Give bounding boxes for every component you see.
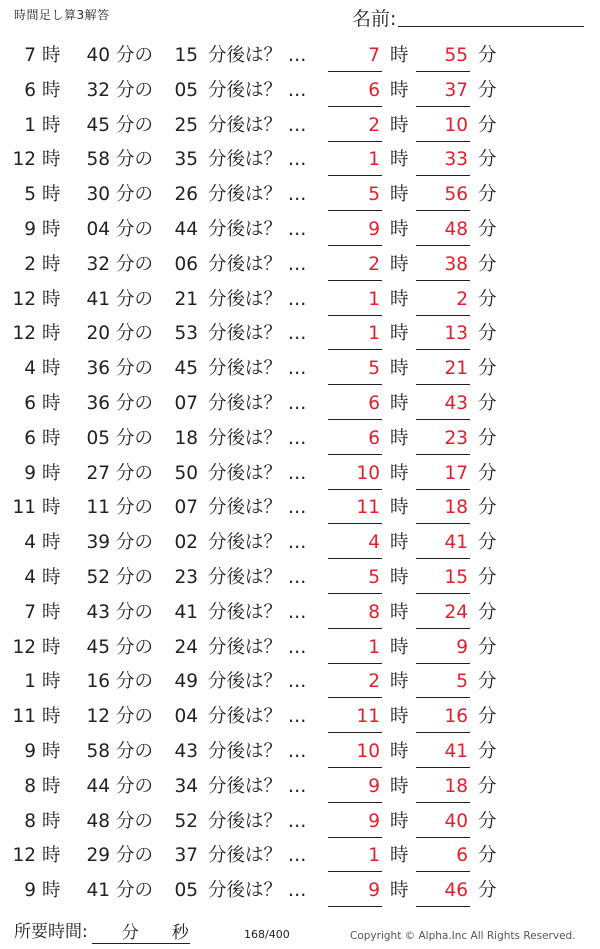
added-minutes: 41	[174, 601, 198, 623]
start-minute: 05	[86, 427, 110, 449]
start-minute: 32	[86, 79, 110, 101]
answer-hour[interactable]: 6	[328, 74, 382, 107]
problem-row	[0, 631, 600, 666]
answer-hour[interactable]: 6	[328, 387, 382, 420]
answer-hour-unit: 時	[390, 149, 409, 171]
after-question-label: 分後は？ …	[208, 45, 307, 66]
answer-minute[interactable]: 24	[416, 596, 470, 629]
answer-hour[interactable]: 9	[328, 874, 382, 907]
minute-of-label: 分の	[116, 740, 154, 762]
hour-unit: 時	[42, 79, 61, 101]
added-minutes: 02	[174, 532, 198, 554]
answer-minute[interactable]: 15	[416, 561, 470, 594]
answer-minute[interactable]: 5	[416, 665, 470, 698]
start-minute: 20	[86, 323, 110, 345]
minute-of-label: 分の	[116, 427, 154, 449]
problem-row	[0, 109, 600, 144]
problem-row	[0, 665, 600, 700]
after-question-label: 分後は？ …	[208, 740, 307, 762]
hour-unit: 時	[42, 114, 61, 136]
hour-unit: 時	[42, 184, 61, 206]
answer-hour[interactable]: 11	[328, 491, 382, 524]
elapsed-time	[14, 920, 190, 944]
minute-of-label: 分の	[116, 45, 154, 66]
answer-hour-unit: 時	[390, 532, 409, 554]
hour-unit: 時	[42, 45, 61, 66]
answer-hour[interactable]: 5	[328, 352, 382, 385]
added-minutes: 15	[174, 45, 198, 66]
problem-row	[0, 317, 600, 352]
after-question-label: 分後は？ …	[208, 810, 307, 832]
hour-unit: 時	[42, 392, 61, 414]
answer-minute[interactable]: 16	[416, 700, 470, 733]
answer-hour[interactable]: 2	[328, 109, 382, 142]
added-minutes: 05	[174, 880, 198, 902]
start-hour: 12	[12, 149, 36, 171]
hour-unit: 時	[42, 532, 61, 554]
answer-hour[interactable]: 2	[328, 665, 382, 698]
answer-hour[interactable]: 9	[328, 770, 382, 803]
problem-row	[0, 805, 600, 840]
after-question-label: 分後は？ …	[208, 671, 307, 693]
start-minute: 45	[86, 114, 110, 136]
start-hour: 9	[24, 218, 36, 240]
problem-row	[0, 735, 600, 770]
hour-unit: 時	[42, 740, 61, 762]
added-minutes: 53	[174, 323, 198, 345]
minute-of-label: 分の	[116, 323, 154, 345]
elapsed-time-field[interactable]	[92, 921, 190, 944]
answer-hour-unit: 時	[390, 740, 409, 762]
answer-hour-unit: 時	[390, 288, 409, 310]
after-question-label: 分後は？ …	[208, 775, 307, 797]
answer-minute[interactable]: 40	[416, 805, 470, 838]
hour-unit: 時	[42, 706, 61, 728]
start-hour: 7	[24, 601, 36, 623]
answer-minute[interactable]: 38	[416, 248, 470, 281]
after-question-label: 分後は？ …	[208, 880, 307, 902]
minute-of-label: 分の	[116, 392, 154, 414]
answer-minute-unit: 分	[478, 740, 497, 762]
answer-minute[interactable]: 41	[416, 526, 470, 559]
elapsed-time-label: 所要時間:	[14, 922, 88, 942]
hour-unit: 時	[42, 810, 61, 832]
answer-hour[interactable]: 1	[328, 631, 382, 664]
answer-minute-unit: 分	[478, 566, 497, 588]
answer-minute-unit: 分	[478, 462, 497, 484]
start-minute: 36	[86, 358, 110, 380]
after-question-label: 分後は？ …	[208, 532, 307, 554]
minute-of-label: 分の	[116, 358, 154, 380]
start-hour: 9	[24, 740, 36, 762]
added-minutes: 44	[174, 218, 198, 240]
answer-hour-unit: 時	[390, 671, 409, 693]
after-question-label: 分後は？ …	[208, 288, 307, 310]
after-question-label: 分後は？ …	[208, 358, 307, 380]
page-number: 168/400	[244, 928, 290, 941]
after-question-label: 分後は？ …	[208, 253, 307, 275]
minute-of-label: 分の	[116, 775, 154, 797]
name-field[interactable]	[398, 26, 584, 27]
hour-unit: 時	[42, 497, 61, 519]
hour-unit: 時	[42, 775, 61, 797]
minute-of-label: 分の	[116, 79, 154, 101]
start-hour: 1	[24, 114, 36, 136]
answer-hour-unit: 時	[390, 810, 409, 832]
name-area	[352, 6, 584, 30]
answer-minute-unit: 分	[478, 532, 497, 554]
answer-minute-unit: 分	[478, 114, 497, 136]
after-question-label: 分後は？ …	[208, 184, 307, 206]
answer-hour[interactable]: 5	[328, 178, 382, 211]
problem-row	[0, 770, 600, 805]
answer-hour[interactable]: 5	[328, 561, 382, 594]
after-question-label: 分後は？ …	[208, 566, 307, 588]
added-minutes: 24	[174, 636, 198, 658]
answer-hour-unit: 時	[390, 497, 409, 519]
answer-hour[interactable]: 11	[328, 700, 382, 733]
added-minutes: 37	[174, 845, 198, 867]
start-hour: 11	[12, 706, 36, 728]
minute-of-label: 分の	[116, 288, 154, 310]
start-minute: 12	[86, 706, 110, 728]
answer-hour-unit: 時	[390, 184, 409, 206]
hour-unit: 時	[42, 358, 61, 380]
minute-of-label: 分の	[116, 706, 154, 728]
problem-row	[0, 178, 600, 213]
start-hour: 1	[24, 671, 36, 693]
hour-unit: 時	[42, 149, 61, 171]
answer-minute-unit: 分	[478, 218, 497, 240]
answer-minute[interactable]: 41	[416, 735, 470, 768]
problem-row	[0, 39, 600, 74]
hour-unit: 時	[42, 566, 61, 588]
start-minute: 41	[86, 288, 110, 310]
added-minutes: 50	[174, 462, 198, 484]
start-hour: 2	[24, 253, 36, 275]
answer-minute-unit: 分	[478, 149, 497, 171]
added-minutes: 49	[174, 671, 198, 693]
hour-unit: 時	[42, 462, 61, 484]
start-hour: 12	[12, 288, 36, 310]
hour-unit: 時	[42, 427, 61, 449]
added-minutes: 23	[174, 566, 198, 588]
answer-hour[interactable]: 4	[328, 526, 382, 559]
answer-minute[interactable]: 18	[416, 770, 470, 803]
hour-unit: 時	[42, 845, 61, 867]
start-hour: 7	[24, 45, 36, 66]
answer-minute[interactable]: 17	[416, 457, 470, 490]
start-minute: 04	[86, 218, 110, 240]
added-minutes: 35	[174, 149, 198, 171]
problem-row	[0, 422, 600, 457]
answer-hour[interactable]: 1	[328, 317, 382, 350]
minute-of-label: 分の	[116, 845, 154, 867]
added-minutes: 45	[174, 358, 198, 380]
answer-minute-unit: 分	[478, 636, 497, 658]
problem-row	[0, 874, 600, 909]
answer-minute-unit: 分	[478, 358, 497, 380]
added-minutes: 07	[174, 392, 198, 414]
start-hour: 12	[12, 845, 36, 867]
start-minute: 30	[86, 184, 110, 206]
answer-minute[interactable]: 6	[416, 839, 470, 872]
answer-hour[interactable]: 6	[328, 422, 382, 455]
start-minute: 58	[86, 149, 110, 171]
answer-minute[interactable]: 18	[416, 491, 470, 524]
after-question-label: 分後は？ …	[208, 427, 307, 449]
problem-row	[0, 352, 600, 387]
minute-of-label: 分の	[116, 462, 154, 484]
start-hour: 5	[24, 184, 36, 206]
elapsed-second-unit: 秒	[171, 923, 189, 943]
hour-unit: 時	[42, 880, 61, 902]
answer-minute-unit: 分	[478, 601, 497, 623]
answer-minute-unit: 分	[478, 323, 497, 345]
minute-of-label: 分の	[116, 671, 154, 693]
answer-minute[interactable]: 37	[416, 74, 470, 107]
answer-hour[interactable]: 7	[328, 39, 382, 72]
answer-hour-unit: 時	[390, 323, 409, 345]
name-label: 名前:	[352, 8, 397, 30]
answer-hour-unit: 時	[390, 845, 409, 867]
problem-row	[0, 700, 600, 735]
answer-minute[interactable]: 10	[416, 109, 470, 142]
after-question-label: 分後は？ …	[208, 149, 307, 171]
answer-minute-unit: 分	[478, 288, 497, 310]
after-question-label: 分後は？ …	[208, 392, 307, 414]
start-hour: 6	[24, 79, 36, 101]
answer-hour-unit: 時	[390, 462, 409, 484]
elapsed-minute-unit: 分	[121, 923, 139, 943]
problem-row	[0, 143, 600, 178]
hour-unit: 時	[42, 288, 61, 310]
hour-unit: 時	[42, 218, 61, 240]
start-minute: 36	[86, 392, 110, 414]
added-minutes: 04	[174, 706, 198, 728]
answer-hour[interactable]: 1	[328, 283, 382, 316]
minute-of-label: 分の	[116, 218, 154, 240]
answer-minute-unit: 分	[478, 45, 497, 66]
start-hour: 6	[24, 427, 36, 449]
answer-minute[interactable]: 33	[416, 143, 470, 176]
answer-minute[interactable]: 9	[416, 631, 470, 664]
after-question-label: 分後は？ …	[208, 218, 307, 240]
answer-hour-unit: 時	[390, 79, 409, 101]
start-minute: 52	[86, 566, 110, 588]
start-hour: 9	[24, 880, 36, 902]
answer-minute-unit: 分	[478, 810, 497, 832]
hour-unit: 時	[42, 323, 61, 345]
start-minute: 58	[86, 740, 110, 762]
answer-minute-unit: 分	[478, 253, 497, 275]
answer-minute[interactable]: 56	[416, 178, 470, 211]
added-minutes: 43	[174, 740, 198, 762]
start-hour: 12	[12, 323, 36, 345]
start-minute: 40	[86, 45, 110, 66]
problem-row	[0, 248, 600, 283]
after-question-label: 分後は？ …	[208, 497, 307, 519]
answer-hour-unit: 時	[390, 601, 409, 623]
problem-row	[0, 457, 600, 492]
answer-hour[interactable]: 10	[328, 457, 382, 490]
added-minutes: 26	[174, 184, 198, 206]
minute-of-label: 分の	[116, 532, 154, 554]
added-minutes: 34	[174, 775, 198, 797]
start-hour: 8	[24, 810, 36, 832]
after-question-label: 分後は？ …	[208, 323, 307, 345]
answer-hour[interactable]: 9	[328, 805, 382, 838]
minute-of-label: 分の	[116, 497, 154, 519]
answer-hour[interactable]: 1	[328, 143, 382, 176]
start-minute: 45	[86, 636, 110, 658]
hour-unit: 時	[42, 671, 61, 693]
answer-minute-unit: 分	[478, 427, 497, 449]
minute-of-label: 分の	[116, 566, 154, 588]
answer-hour-unit: 時	[390, 775, 409, 797]
start-hour: 4	[24, 566, 36, 588]
problem-row	[0, 561, 600, 596]
answer-minute-unit: 分	[478, 392, 497, 414]
added-minutes: 06	[174, 253, 198, 275]
answer-minute[interactable]: 2	[416, 283, 470, 316]
hour-unit: 時	[42, 253, 61, 275]
added-minutes: 21	[174, 288, 198, 310]
hour-unit: 時	[42, 601, 61, 623]
start-minute: 43	[86, 601, 110, 623]
answer-hour[interactable]: 1	[328, 839, 382, 872]
start-minute: 27	[86, 462, 110, 484]
start-hour: 8	[24, 775, 36, 797]
start-hour: 6	[24, 392, 36, 414]
problem-row	[0, 491, 600, 526]
start-minute: 16	[86, 671, 110, 693]
answer-minute-unit: 分	[478, 706, 497, 728]
after-question-label: 分後は？ …	[208, 114, 307, 136]
answer-minute[interactable]: 21	[416, 352, 470, 385]
minute-of-label: 分の	[116, 114, 154, 136]
answer-hour[interactable]: 8	[328, 596, 382, 629]
after-question-label: 分後は？ …	[208, 636, 307, 658]
answer-minute-unit: 分	[478, 671, 497, 693]
minute-of-label: 分の	[116, 601, 154, 623]
answer-hour-unit: 時	[390, 566, 409, 588]
after-question-label: 分後は？ …	[208, 601, 307, 623]
answer-hour-unit: 時	[390, 358, 409, 380]
answer-hour-unit: 時	[390, 253, 409, 275]
minute-of-label: 分の	[116, 253, 154, 275]
answer-hour-unit: 時	[390, 45, 409, 66]
answer-minute[interactable]: 43	[416, 387, 470, 420]
answer-minute-unit: 分	[478, 880, 497, 902]
problem-list	[0, 39, 600, 909]
answer-minute[interactable]: 48	[416, 213, 470, 246]
problem-row	[0, 74, 600, 109]
copyright-notice: Copyright © Alpha.Inc All Rights Reserved.	[350, 930, 576, 942]
start-minute: 32	[86, 253, 110, 275]
answer-hour-unit: 時	[390, 880, 409, 902]
answer-hour-unit: 時	[390, 114, 409, 136]
after-question-label: 分後は？ …	[208, 462, 307, 484]
start-minute: 29	[86, 845, 110, 867]
answer-minute-unit: 分	[478, 79, 497, 101]
answer-minute-unit: 分	[478, 775, 497, 797]
hour-unit: 時	[42, 636, 61, 658]
answer-minute[interactable]: 55	[416, 39, 470, 72]
problem-row	[0, 596, 600, 631]
answer-minute[interactable]: 46	[416, 874, 470, 907]
start-hour: 9	[24, 462, 36, 484]
added-minutes: 25	[174, 114, 198, 136]
minute-of-label: 分の	[116, 810, 154, 832]
answer-hour-unit: 時	[390, 636, 409, 658]
added-minutes: 07	[174, 497, 198, 519]
answer-hour-unit: 時	[390, 427, 409, 449]
start-hour: 4	[24, 532, 36, 554]
answer-hour-unit: 時	[390, 706, 409, 728]
answer-hour[interactable]: 2	[328, 248, 382, 281]
answer-hour[interactable]: 10	[328, 735, 382, 768]
problem-row	[0, 526, 600, 561]
after-question-label: 分後は？ …	[208, 845, 307, 867]
problem-row	[0, 387, 600, 422]
after-question-label: 分後は？ …	[208, 706, 307, 728]
added-minutes: 52	[174, 810, 198, 832]
start-minute: 39	[86, 532, 110, 554]
answer-minute-unit: 分	[478, 497, 497, 519]
start-minute: 41	[86, 880, 110, 902]
problem-row	[0, 283, 600, 318]
answer-minute-unit: 分	[478, 184, 497, 206]
minute-of-label: 分の	[116, 149, 154, 171]
start-minute: 11	[86, 497, 110, 519]
after-question-label: 分後は？ …	[208, 79, 307, 101]
start-hour: 12	[12, 636, 36, 658]
minute-of-label: 分の	[116, 184, 154, 206]
answer-minute[interactable]: 23	[416, 422, 470, 455]
answer-hour[interactable]: 9	[328, 213, 382, 246]
answer-minute-unit: 分	[478, 845, 497, 867]
problem-row	[0, 213, 600, 248]
added-minutes: 05	[174, 79, 198, 101]
problem-row	[0, 839, 600, 874]
start-minute: 44	[86, 775, 110, 797]
added-minutes: 18	[174, 427, 198, 449]
start-hour: 11	[12, 497, 36, 519]
start-hour: 4	[24, 358, 36, 380]
worksheet-title: 時間足し算3解答	[14, 8, 110, 22]
start-minute: 48	[86, 810, 110, 832]
minute-of-label: 分の	[116, 636, 154, 658]
minute-of-label: 分の	[116, 880, 154, 902]
answer-minute[interactable]: 13	[416, 317, 470, 350]
answer-hour-unit: 時	[390, 392, 409, 414]
answer-hour-unit: 時	[390, 218, 409, 240]
